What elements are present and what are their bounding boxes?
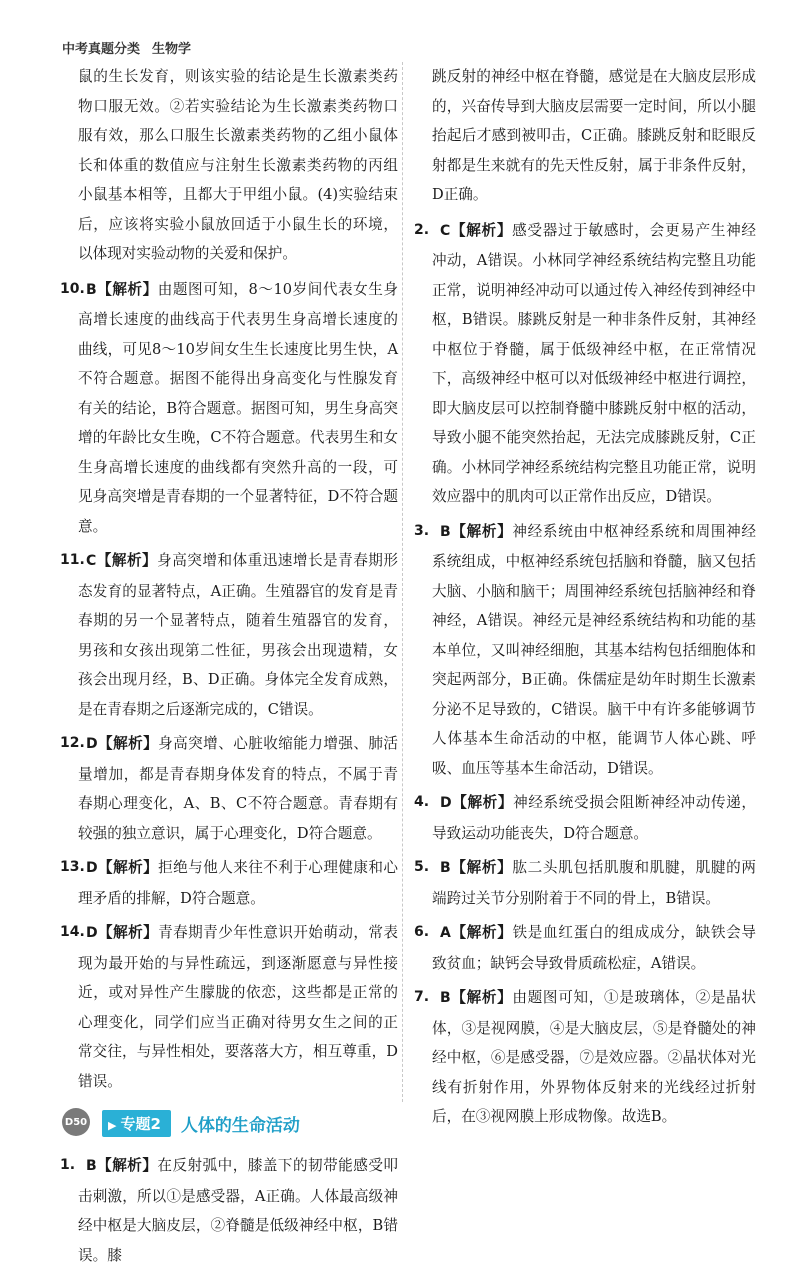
analysis-tag: 【解析】	[450, 522, 513, 540]
answer-item	[62, 853, 398, 913]
answer-body	[432, 788, 756, 848]
answer-number: 3.	[414, 522, 430, 539]
answer-text: 青春期青少年性意识开始萌动，常表现为最开始的与异性疏远，到逐渐愿意与异性接近，或对异性产生朦胧的依恋，这些都是正常的心理变化，同学们应当正确对待男女生之间的正常交往，与异性相处，要落落大方，相互尊重，D错误。	[78, 924, 398, 1090]
answer-number: 13.	[60, 859, 85, 875]
answer-choice: B	[86, 1158, 97, 1174]
answer-body	[78, 1151, 398, 1270]
answer-number: 11.	[60, 552, 85, 568]
answer-text: 感受器过于敏感时，会更易产生神经冲动，A错误。小林同学神经系统结构完整且功能正常，说明神经冲动可以通过传入神经传到神经中枢，B错误。膝跳反射是一种非条件反射，其神经中枢位于脊髓，属于低级神经中枢，在正常情况下，高级神经中枢可以对低级神经中枢进行调控，即大脑皮层可以控制脊髓中膝跳反射中枢的活动，导致小腿不能突然抬起，无法完成膝跳反射，C正确。小林同学神经系统结构完整且功能正常，说明效应器中的肌肉可以正常作出反应，D错误。	[432, 221, 756, 505]
answer-item	[62, 729, 398, 848]
answer-text: 由题图可知，①是玻璃体，②是晶状体，③是视网膜，④是大脑皮层，⑤是脊髓处的神经中枢，⑥是感受器，⑦是效应器。②晶状体对光线有折射作用，外界物体反射来的光线经过折射后，在③视网膜上形成物像。故选B。	[432, 989, 756, 1125]
left-intro-paragraph: 鼠的生长发育，则该实验的结论是生长激素类药物口服无效。②若实验结论为生长激素类药物口服有效，那么口服生长激素类药物的乙组小鼠体长和体重的数值应与注射生长激素类药物的丙组小鼠基本相等，且都大于甲组小鼠。(4)实验结束后，应该将实验小鼠放回适于小鼠生长的环境，以体现对实验动物的关爱和保护。	[78, 68, 398, 262]
answer-body	[432, 918, 756, 978]
answer-body	[432, 216, 756, 512]
answer-item	[416, 788, 756, 848]
answer-body	[78, 853, 398, 913]
topic-title: 人体的生命活动	[180, 1116, 300, 1136]
header-series: 中考真题分类	[62, 42, 141, 57]
analysis-tag: 【解析】	[97, 735, 159, 752]
analysis-tag: 【解析】	[450, 924, 513, 941]
analysis-tag: 【解析】	[450, 221, 513, 239]
right-intro-paragraph: 跳反射的神经中枢在脊髓，感觉是在大脑皮层形成的，兴奋传导到大脑皮层需要一定时间，所以小腿抬起后才感到被叩击，C正确。膝跳反射和眨眼反射都是生来就有的先天性反射，属于非条件反射，D正确。	[432, 68, 756, 203]
answer-text: 拒绝与他人来往不利于心理健康和心理矛盾的排解，D符合题意。	[78, 859, 398, 907]
answer-number: 7.	[414, 989, 430, 1005]
answer-choice: D	[86, 736, 98, 752]
page-number-badge	[62, 1108, 90, 1136]
answer-text: 神经系统由中枢神经系统和周围神经系统组成，中枢神经系统包括脑和脊髓，脑又包括大脑、小脑和脑干；周围神经系统包括脑神经和脊神经，A错误。神经元是神经系统结构和功能的基本单位，又叫神经细胞，其基本结构包括细胞体和突起两部分，B正确。侏儒症是幼年时期生长激素分泌不足导致的，C错误。脑干中有许多能够调节人体基本生命活动的中枢，能调节人体心跳、呼吸、血压等基本生命活动，D错误。	[432, 522, 756, 777]
answer-item	[416, 853, 756, 913]
answer-choice: D	[86, 925, 98, 941]
topic-badge-label: 专题2	[120, 1115, 161, 1133]
analysis-tag: 【解析】	[450, 859, 513, 876]
answer-item	[416, 216, 756, 512]
answer-body	[78, 275, 398, 542]
answer-text: 由题图可知，8～10岁间代表女生身高增长速度的曲线高于代表男生身高增长速度的曲线，可见8～10岁间女生生长速度比男生快，A不符合题意。据图不能得出身高变化与性腺发育有关的结论，B符合题意。据图可知，男生身高突增的年龄比女生晚，C不符合题意。代表男生和女生身高增长速度的曲线都有突然升高的一段，可见身高突增是青春期的一个显著特征，D不符合题意。	[78, 280, 398, 535]
page-number: D50	[64, 1116, 88, 1128]
answer-body	[432, 517, 756, 784]
analysis-tag: 【解析】	[96, 552, 158, 569]
left-column	[62, 62, 398, 1275]
answer-item	[416, 517, 756, 784]
answer-text: 铁是血红蛋白的组成成分，缺铁会导致贫血；缺钙会导致骨质疏松症，A错误。	[432, 924, 756, 972]
analysis-tag: 【解析】	[97, 924, 159, 941]
answer-body	[78, 918, 398, 1096]
answer-text: 在反射弧中，膝盖下的韧带能感受叩击刺激，所以①是感受器，A正确。人体最高级神经中枢是大脑皮层，②脊髓是低级神经中枢，B错误。膝	[78, 1157, 398, 1264]
analysis-tag: 【解析】	[97, 859, 159, 876]
answer-text: 肱二头肌包括肌腹和肌腱，肌腱的两端跨过关节分别附着于不同的骨上，B错误。	[432, 859, 756, 907]
answer-number: 12.	[60, 735, 85, 751]
answer-number: 14.	[60, 924, 85, 940]
page-header	[62, 38, 760, 57]
answer-item	[62, 918, 398, 1096]
answer-body	[78, 729, 398, 848]
answer-body	[432, 853, 756, 913]
answer-choice: A	[440, 925, 451, 941]
topic-heading	[102, 1110, 398, 1137]
answer-item	[62, 546, 398, 724]
analysis-tag: 【解析】	[96, 280, 158, 298]
left-answer-list	[62, 275, 398, 1097]
answer-item	[416, 983, 756, 1132]
answer-body	[432, 983, 756, 1132]
answer-number: 4.	[414, 794, 430, 810]
answer-number: 1.	[60, 1157, 76, 1173]
answer-item	[62, 275, 398, 542]
right-answer-list	[416, 216, 756, 1132]
answer-body	[78, 546, 398, 724]
answer-choice: C	[440, 222, 451, 239]
analysis-tag: 【解析】	[450, 989, 513, 1006]
answer-choice: B	[440, 523, 451, 540]
answer-number: 5.	[414, 859, 430, 875]
answer-item	[62, 1151, 398, 1270]
answer-text: 神经系统受损会阻断神经冲动传递，导致运动功能丧失，D符合题意。	[432, 794, 756, 842]
answer-choice: C	[86, 553, 97, 569]
analysis-tag: 【解析】	[451, 794, 514, 811]
analysis-tag: 【解析】	[96, 1157, 158, 1174]
header-subject: 生物学	[152, 42, 192, 57]
answer-choice: B	[440, 860, 451, 876]
answer-choice: B	[440, 990, 451, 1006]
answer-choice: D	[440, 795, 452, 811]
answer-number: 6.	[414, 924, 430, 940]
answer-choice: B	[86, 281, 97, 298]
answer-text: 身高突增和体重迅速增长是青春期形态发育的显著特点，A正确。生殖器官的发育是青春期的另一个显著特点，随着生殖器官的发育，男孩和女孩出现第二性征，男孩会出现遗精，女孩会出现月经，B、D正确。身体完全发育成熟，是在青春期之后逐渐完成的，C错误。	[78, 552, 398, 718]
answer-choice: D	[86, 860, 98, 876]
answer-text: 身高突增、心脏收缩能力增强、肺活量增加，都是青春期身体发育的特点，不属于青春期心理变化，A、B、C不符合题意。青春期有较强的独立意识，属于心理变化，D符合题意。	[78, 735, 398, 842]
right-column	[416, 62, 756, 1137]
column-divider	[402, 62, 403, 1102]
answer-item	[416, 918, 756, 978]
triangle-icon: ▶	[108, 1119, 117, 1132]
answer-number: 2.	[414, 221, 430, 238]
answer-number: 10.	[60, 280, 85, 297]
topic-badge	[102, 1110, 171, 1137]
